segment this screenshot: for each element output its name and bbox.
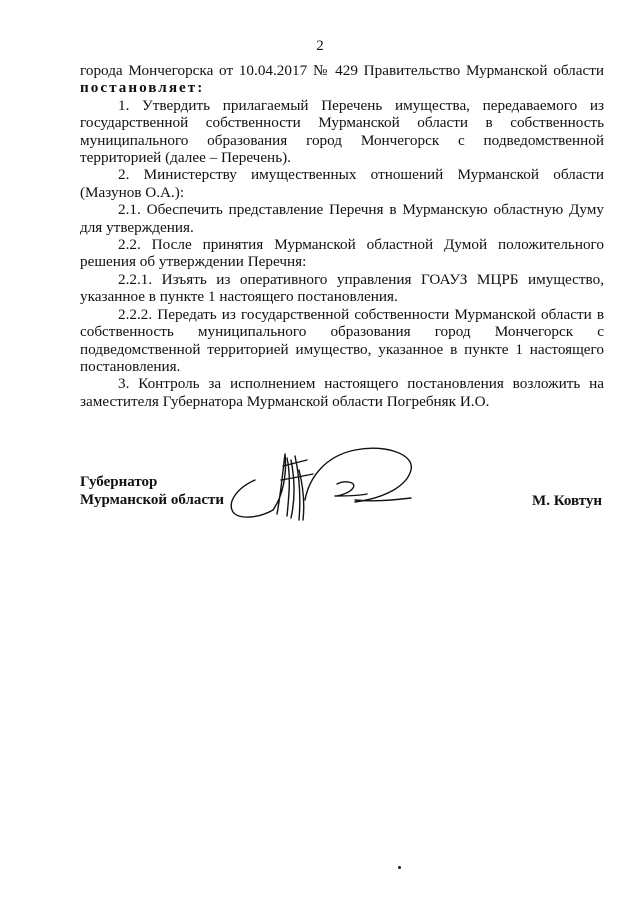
signatory-position [80, 473, 224, 509]
document-body [80, 62, 604, 410]
decree-word: постановляет: [80, 79, 205, 97]
page-number: 2 [316, 38, 324, 54]
paragraph-2-2: 2.2. После принятия Мурманской областной Думой положительного решения об утверждении Перечня: [80, 236, 604, 271]
intro-line: города Мончегорска от 10.04.2017 № 429 Правительство Мурманской области [80, 62, 604, 79]
signatory-title: Губернатор [80, 474, 158, 490]
paragraph-3: 3. Контроль за исполнением настоящего постановления возложить на заместителя Губернатора Мурманской области Погребняк И.О. [80, 375, 604, 410]
paragraph-2: 2. Министерству имущественных отношений Мурманской области (Мазунов О.А.): [80, 166, 604, 201]
signatory-region: Мурманской области [80, 492, 225, 508]
handwritten-signature [225, 440, 425, 530]
paragraph-2-2-2: 2.2.2. Передать из государственной собственности Мурманской области в собственность муниципального образования город Мончегорск с подведомственной территорией имущество, указанное в пункте 1 настоящего постановления. [80, 305, 604, 375]
paragraph-2-2-1: 2.2.1. Изъять из оперативного управления ГОАУЗ МЦРБ имущество, указанное в пункте 1 настоящего постановления. [80, 270, 604, 306]
signatory-name: М. Ковтун [532, 493, 602, 509]
paragraph-2-1: 2.1. Обеспечить представление Перечня в Мурманскую областную Думу для утверждения. [80, 201, 604, 236]
page-mark [398, 866, 401, 869]
paragraph-1: 1. Утвердить прилагаемый Перечень имущества, передаваемого из государственной собственности Мурманской области в собственность муниципального образования город Мончегорск с подведомственной территорией (далее – Перечень). [80, 96, 604, 167]
